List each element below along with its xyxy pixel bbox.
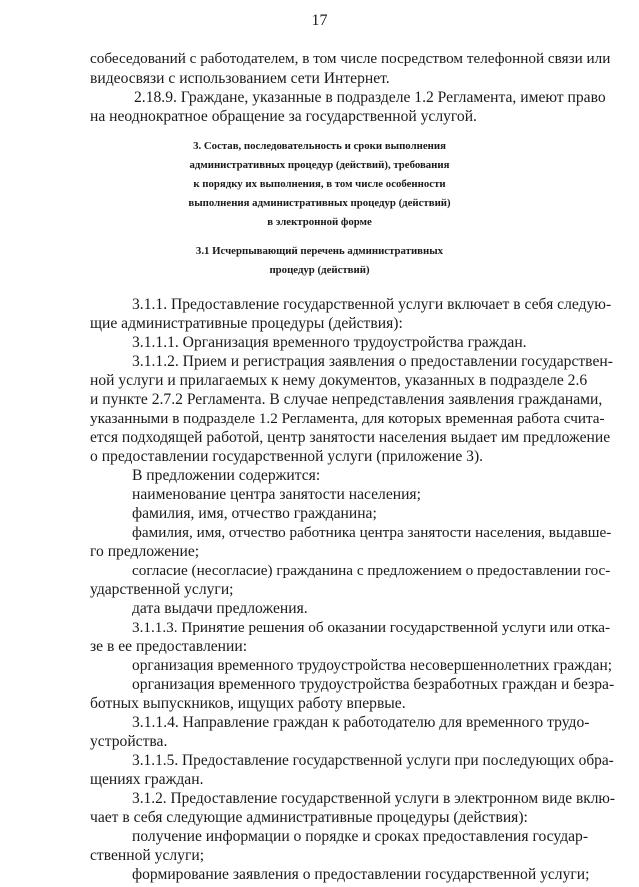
- text-line: получение информации о порядке и сроках предоставления государ-: [132, 828, 589, 845]
- text-line: указанными в подразделе 1.2 Регламента, для которых временная работа счита-: [90, 410, 605, 427]
- text-line: го предложение;: [90, 543, 200, 560]
- text-line: В предложении содержится:: [132, 467, 321, 484]
- text-line: щениях граждан.: [90, 771, 204, 788]
- text-line: ударственной услуги;: [90, 581, 234, 598]
- text-line: 3.1.1.2. Прием и регистрация заявления о предоставлении государствен-: [132, 353, 613, 370]
- section-heading-line: 3. Состав, последовательность и сроки выполнения: [193, 140, 446, 152]
- page-number: 17: [311, 12, 328, 29]
- section-heading-line: административных процедур (действий), требования: [189, 159, 450, 171]
- text-line: устройства.: [90, 733, 168, 750]
- text-line: зе в ее предоставлении:: [90, 638, 248, 655]
- section-heading-line: выполнения административных процедур (действий): [188, 197, 451, 209]
- text-line: и пункте 2.7.2 Регламента. В случае непредставления заявления гражданами,: [90, 391, 603, 408]
- text-line: о предоставлении государственной услуги (приложение 3).: [90, 448, 484, 465]
- subsection-heading-line: 3.1 Исчерпывающий перечень административных: [195, 245, 444, 257]
- text-line: организация временного трудоустройства несовершеннолетних граждан;: [132, 657, 612, 674]
- text-line: щие административные процедуры (действия):: [90, 315, 403, 332]
- text-line: собеседований с работодателем, в том числе посредством телефонной связи или: [90, 50, 611, 67]
- section-heading-line: к порядку их выполнения, в том числе особенности: [193, 178, 446, 190]
- text-line: фамилия, имя, отчество гражданина;: [132, 505, 377, 522]
- text-line: ной услуги и прилагаемых к нему документов, указанных в подразделе 2.6: [90, 372, 588, 389]
- text-line: ственной услуги;: [90, 847, 205, 864]
- text-line: дата выдачи предложения.: [132, 600, 308, 617]
- text-line: 3.1.1.1. Организация временного трудоустройства граждан.: [132, 334, 527, 351]
- text-line: 3.1.1.3. Принятие решения об оказании государственной услуги или отка-: [132, 619, 611, 636]
- text-line: чает в себя следующие административные процедуры (действия):: [90, 809, 528, 826]
- text-line: формирование заявления о предоставлении государственной услуги;: [132, 866, 590, 883]
- text-line: видеосвязи с использованием сети Интернет.: [90, 70, 390, 87]
- text-line: 3.1.1. Предоставление государственной услуги включает в себя следую-: [132, 296, 612, 313]
- subsection-heading-line: процедур (действий): [269, 264, 370, 276]
- text-line: согласие (несогласие) гражданина с предложением о предоставлении гос-: [132, 562, 611, 579]
- text-line: 3.1.1.5. Предоставление государственной услуги при последующих обра-: [132, 752, 614, 769]
- text-line: 3.1.1.4. Направление граждан к работодателю для временного трудо-: [132, 714, 590, 731]
- text-line: 3.1.2. Предоставление государственной услуги в электронном виде вклю-: [132, 790, 616, 807]
- text-line: ется подходящей работой, центр занятости населения выдает им предложение: [90, 429, 611, 446]
- text-line: на неоднократное обращение за государственной услугой.: [90, 108, 477, 125]
- text-line: фамилия, имя, отчество работника центра занятости населения, выдавше-: [132, 524, 612, 541]
- section-heading-line: в электронной форме: [267, 216, 372, 228]
- text-line: ботных выпускников, ищущих работу впервые.: [90, 695, 406, 712]
- text-line: наименование центра занятости населения;: [132, 486, 421, 503]
- text-line: организация временного трудоустройства безработных граждан и безра-: [132, 676, 615, 693]
- text-line: 2.18.9. Граждане, указанные в подразделе 1.2 Регламента, имеют право: [134, 89, 606, 106]
